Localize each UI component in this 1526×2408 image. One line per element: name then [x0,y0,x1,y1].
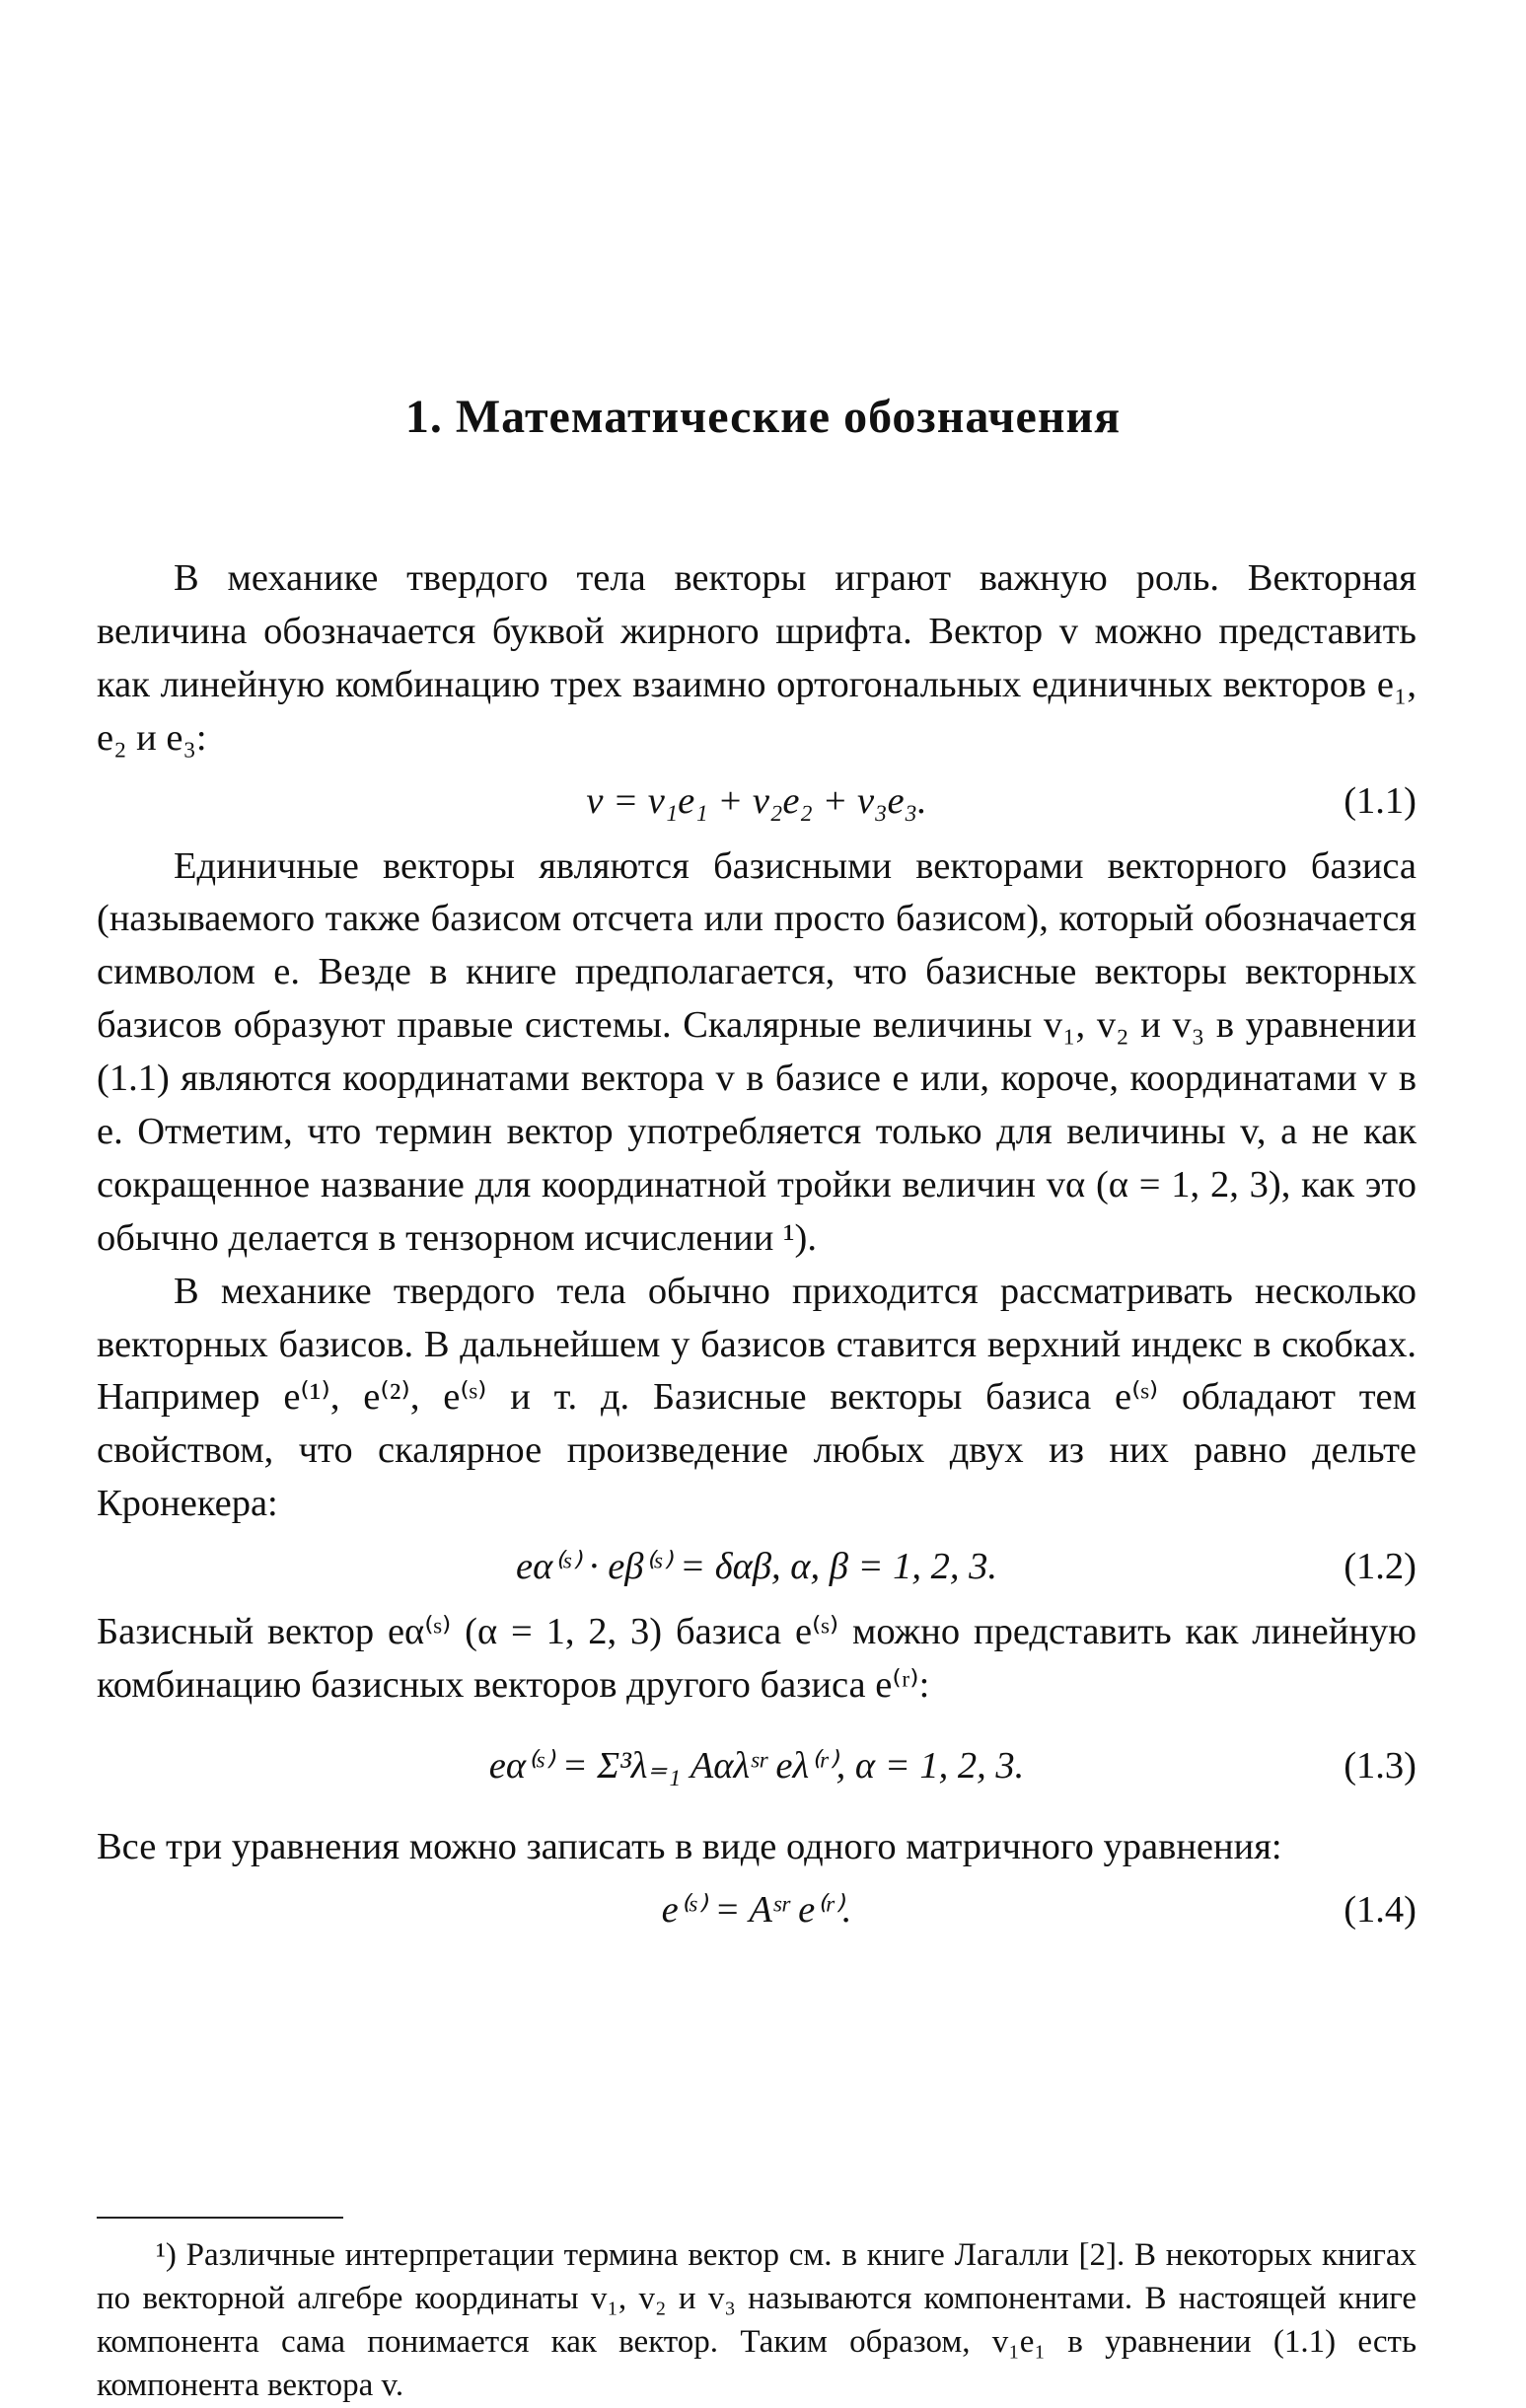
equation-number: (1.1) [1344,779,1417,822]
equation-number: (1.2) [1344,1546,1417,1588]
footnote [97,2234,1417,2408]
equation-number: (1.4) [1344,1888,1417,1931]
equation-formula: v = v₁e₁ + v₂e₂ + v₃e₃. [586,779,927,822]
equation-1-1 [97,766,1417,840]
equation-formula: e⁽ˢ⁾ = Aˢʳ e⁽ʳ⁾. [661,1888,852,1931]
paragraph-1: В механике твердого тела векторы играют важную роль. Векторная величина обозначается буквой жирного шрифта. Вектор v можно представить как линейную комбинацию трех взаимно ортогональных единичных векторов e₁, e₂ и e₃: [97,557,1417,759]
paragraph-2: Единичные векторы являются базисными векторами векторного базиса (называемого также базисом отсчета или просто базисом), который обозначается символом e. Везде в книге предполагается, что базисные векторы векторных базисов образуют правые системы. Скалярные величины v₁, v₂ и v₃ в уравнении (1.1) являются координатами вектора v в базисе e или, короче, координатами v в e. Отметим, что термин вектор употребляется только для величины v, а не как сокращенное название для координатной тройки величин vα (α = 1, 2, 3), как это обычно делается в тензорном исчислении ¹). [97,844,1417,1259]
paragraph-4: Базисный вектор eα⁽ˢ⁾ (α = 1, 2, 3) базиса e⁽ˢ⁾ можно представить как линейную комбинацию базисных векторов другого базиса e⁽ʳ⁾: [97,1611,1417,1707]
paragraph-3: В механике твердого тела обычно приходится рассматривать несколько векторных базисов. В дальнейшем у базисов ставится верхний индекс в скобках. Например e⁽¹⁾, e⁽²⁾, e⁽ˢ⁾ и т. д. Базисные векторы базиса e⁽ˢ⁾ обладают тем свойством, что скалярное произведение любых двух из них равно дельте Кронекера: [97,1270,1417,1525]
footnote-divider [97,2217,343,2219]
footnote-text: ¹) Различные интерпретации термина вектор см. в книге Лагалли [2]. В некоторых книгах по векторной алгебре координаты v₁, v₂ и v₃ называются компонентами. В настоящей книге компонента сама понимается как вектор. Таким образом, v₁e₁ в уравнении (1.1) есть компонента вектора v. [97,2237,1417,2403]
equation-formula: eα⁽ˢ⁾ = Σ³λ₌₁ Aαλˢʳ eλ⁽ʳ⁾, α = 1, 2, 3. [488,1744,1025,1787]
equation-number: (1.3) [1344,1744,1417,1787]
equation-formula: eα⁽ˢ⁾ · eβ⁽ˢ⁾ = δαβ, α, β = 1, 2, 3. [516,1546,997,1588]
equation-1-4 [97,1874,1417,1949]
body-text [97,552,1417,1949]
equation-1-2 [97,1531,1417,1606]
section-heading: 1. Математические обозначения [404,391,1122,443]
equation-1-3 [97,1713,1417,1821]
paragraph-5: Все три уравнения можно записать в виде одного матричного уравнения: [97,1825,1282,1867]
